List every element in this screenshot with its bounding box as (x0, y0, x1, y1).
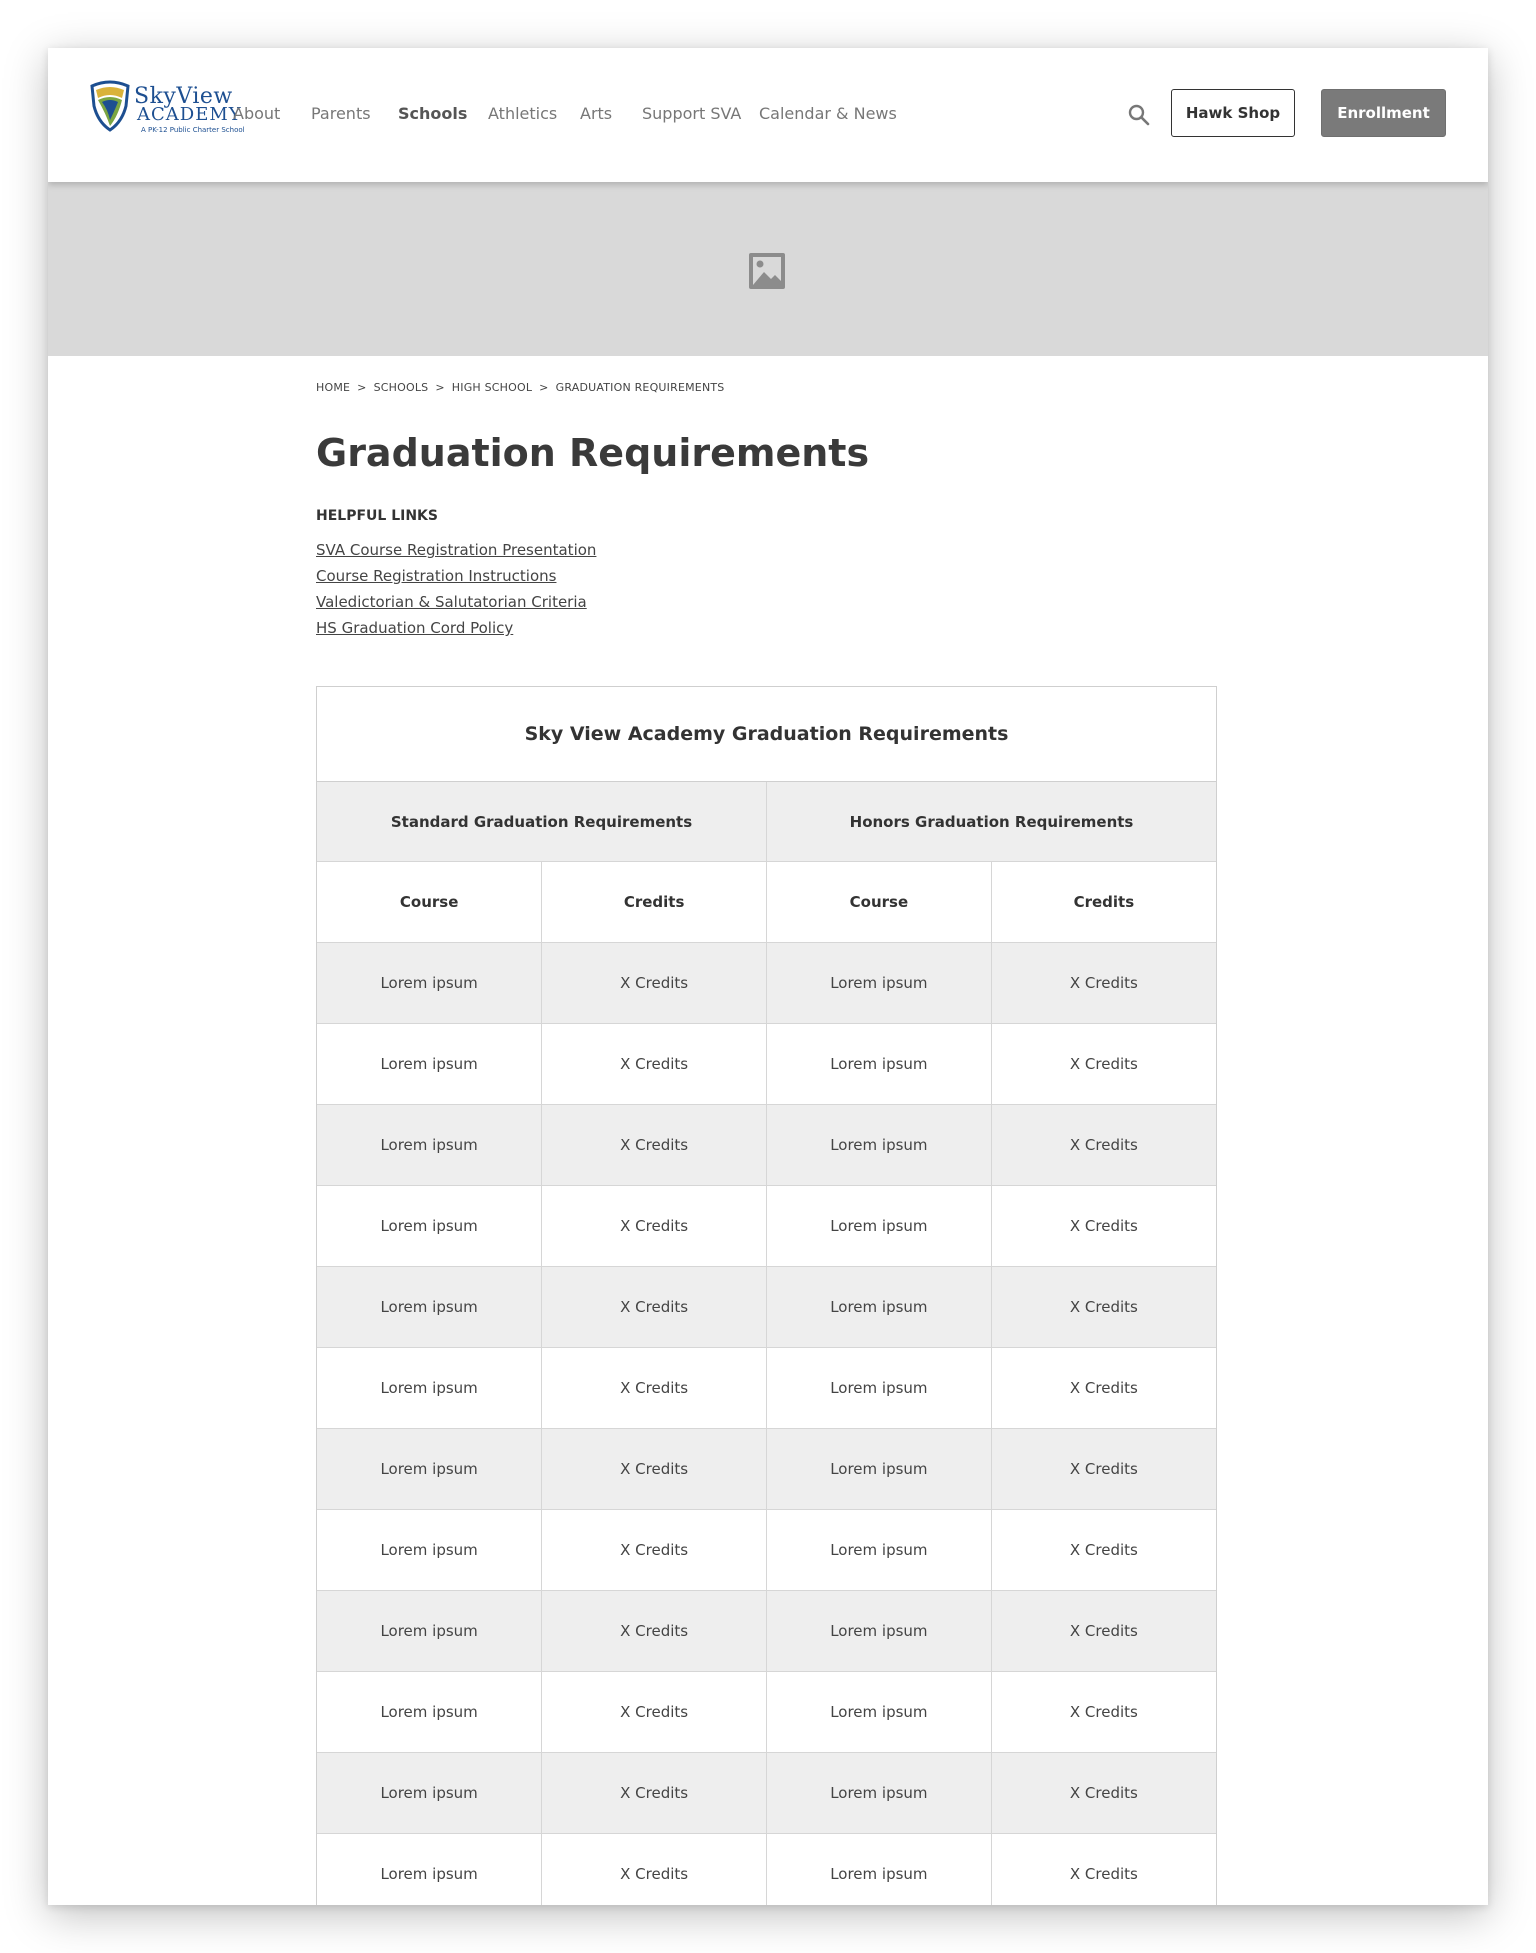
standard-credits-cell: X Credits (542, 1267, 767, 1348)
honors-course-cell: Lorem ipsum (767, 1267, 992, 1348)
link-course-registration-instructions[interactable]: Course Registration Instructions (316, 567, 557, 585)
standard-course-cell: Lorem ipsum (317, 1429, 542, 1510)
breadcrumb-separator: > (357, 381, 367, 394)
table-body (317, 943, 1216, 1906)
hawk-shop-button[interactable]: Hawk Shop (1171, 89, 1295, 137)
honors-course-cell: Lorem ipsum (767, 1429, 992, 1510)
table-row (317, 1267, 1216, 1348)
enrollment-button[interactable]: Enrollment (1321, 89, 1446, 137)
nav-item-calendar-news[interactable]: Calendar & News (759, 104, 897, 123)
standard-course-cell: Lorem ipsum (317, 1672, 542, 1753)
standard-course-cell: Lorem ipsum (317, 1348, 542, 1429)
search-icon[interactable] (1127, 103, 1151, 127)
breadcrumb-separator: > (539, 381, 549, 394)
nav-item-athletics[interactable]: Athletics (488, 104, 558, 123)
table-row (317, 1348, 1216, 1429)
standard-course-cell: Lorem ipsum (317, 1510, 542, 1591)
honors-course-cell: Lorem ipsum (767, 1105, 992, 1186)
image-placeholder-icon (748, 252, 786, 290)
honors-course-cell: Lorem ipsum (767, 943, 992, 1024)
requirements-grid (317, 782, 1216, 1905)
column-header-credits: Credits (991, 862, 1216, 943)
link-graduation-cord-policy[interactable]: HS Graduation Cord Policy (316, 619, 514, 637)
honors-credits-cell: X Credits (991, 1672, 1216, 1753)
nav-item-parents[interactable]: Parents (311, 104, 371, 123)
honors-course-cell: Lorem ipsum (767, 1672, 992, 1753)
standard-course-cell: Lorem ipsum (317, 1834, 542, 1906)
standard-credits-cell: X Credits (542, 1753, 767, 1834)
site-logo[interactable] (88, 80, 243, 144)
table-caption: Sky View Academy Graduation Requirements (317, 687, 1216, 782)
table-row (317, 1510, 1216, 1591)
table-row (317, 1591, 1216, 1672)
table-row (317, 1429, 1216, 1510)
standard-credits-cell: X Credits (542, 1834, 767, 1906)
honors-credits-cell: X Credits (991, 943, 1216, 1024)
honors-credits-cell: X Credits (991, 1024, 1216, 1105)
breadcrumb-current: GRADUATION REQUIREMENTS (555, 381, 725, 394)
honors-credits-cell: X Credits (991, 1429, 1216, 1510)
group-header-standard: Standard Graduation Requirements (317, 782, 767, 862)
standard-credits-cell: X Credits (542, 1105, 767, 1186)
helpful-links-heading: HELPFUL LINKS (316, 508, 438, 524)
standard-course-cell: Lorem ipsum (317, 1591, 542, 1672)
breadcrumb-high-school[interactable]: HIGH SCHOOL (451, 381, 533, 394)
honors-credits-cell: X Credits (991, 1753, 1216, 1834)
standard-credits-cell: X Credits (542, 1510, 767, 1591)
nav-item-schools[interactable]: Schools (398, 104, 468, 123)
standard-credits-cell: X Credits (542, 1672, 767, 1753)
link-valedictorian-criteria[interactable]: Valedictorian & Salutatorian Criteria (316, 593, 587, 611)
table-row (317, 1024, 1216, 1105)
honors-course-cell: Lorem ipsum (767, 1024, 992, 1105)
table-row (317, 1753, 1216, 1834)
honors-credits-cell: X Credits (991, 1510, 1216, 1591)
page-title: Graduation Requirements (316, 431, 870, 475)
honors-course-cell: Lorem ipsum (767, 1591, 992, 1672)
group-header-honors: Honors Graduation Requirements (767, 782, 1217, 862)
nav-item-about[interactable]: About (233, 104, 281, 123)
standard-credits-cell: X Credits (542, 1591, 767, 1672)
logo-wordmark-line1: SkyView (134, 84, 233, 109)
table-row (317, 1105, 1216, 1186)
honors-credits-cell: X Credits (991, 1105, 1216, 1186)
column-header-credits: Credits (542, 862, 767, 943)
honors-credits-cell: X Credits (991, 1267, 1216, 1348)
honors-course-cell: Lorem ipsum (767, 1186, 992, 1267)
standard-course-cell: Lorem ipsum (317, 943, 542, 1024)
standard-course-cell: Lorem ipsum (317, 1267, 542, 1348)
nav-item-arts[interactable]: Arts (580, 104, 613, 123)
standard-course-cell: Lorem ipsum (317, 1186, 542, 1267)
breadcrumb-schools[interactable]: SCHOOLS (373, 381, 429, 394)
honors-course-cell: Lorem ipsum (767, 1834, 992, 1906)
standard-course-cell: Lorem ipsum (317, 1105, 542, 1186)
hawk-shield-icon (88, 80, 132, 132)
logo-wordmark-line2: ACADEMY (137, 104, 242, 125)
column-header-course: Course (317, 862, 542, 943)
site-header (48, 48, 1488, 182)
breadcrumb-separator: > (435, 381, 445, 394)
table-row (317, 1834, 1216, 1906)
breadcrumb (316, 381, 725, 394)
table-row (317, 943, 1216, 1024)
standard-credits-cell: X Credits (542, 943, 767, 1024)
honors-course-cell: Lorem ipsum (767, 1510, 992, 1591)
honors-course-cell: Lorem ipsum (767, 1348, 992, 1429)
requirements-table (316, 686, 1217, 1905)
honors-course-cell: Lorem ipsum (767, 1753, 992, 1834)
nav-item-support-sva[interactable]: Support SVA (642, 104, 742, 123)
standard-credits-cell: X Credits (542, 1186, 767, 1267)
page (48, 48, 1488, 1905)
hero-banner (48, 182, 1488, 356)
standard-course-cell: Lorem ipsum (317, 1024, 542, 1105)
honors-credits-cell: X Credits (991, 1834, 1216, 1906)
helpful-links-list (316, 537, 596, 641)
link-course-registration-presentation[interactable]: SVA Course Registration Presentation (316, 541, 597, 559)
standard-credits-cell: X Credits (542, 1429, 767, 1510)
breadcrumb-home[interactable]: HOME (316, 381, 351, 394)
column-header-course: Course (767, 862, 992, 943)
standard-credits-cell: X Credits (542, 1024, 767, 1105)
table-row (317, 1672, 1216, 1753)
honors-credits-cell: X Credits (991, 1591, 1216, 1672)
honors-credits-cell: X Credits (991, 1348, 1216, 1429)
standard-credits-cell: X Credits (542, 1348, 767, 1429)
standard-course-cell: Lorem ipsum (317, 1753, 542, 1834)
table-row (317, 1186, 1216, 1267)
logo-tagline: A PK-12 Public Charter School (141, 126, 245, 134)
honors-credits-cell: X Credits (991, 1186, 1216, 1267)
